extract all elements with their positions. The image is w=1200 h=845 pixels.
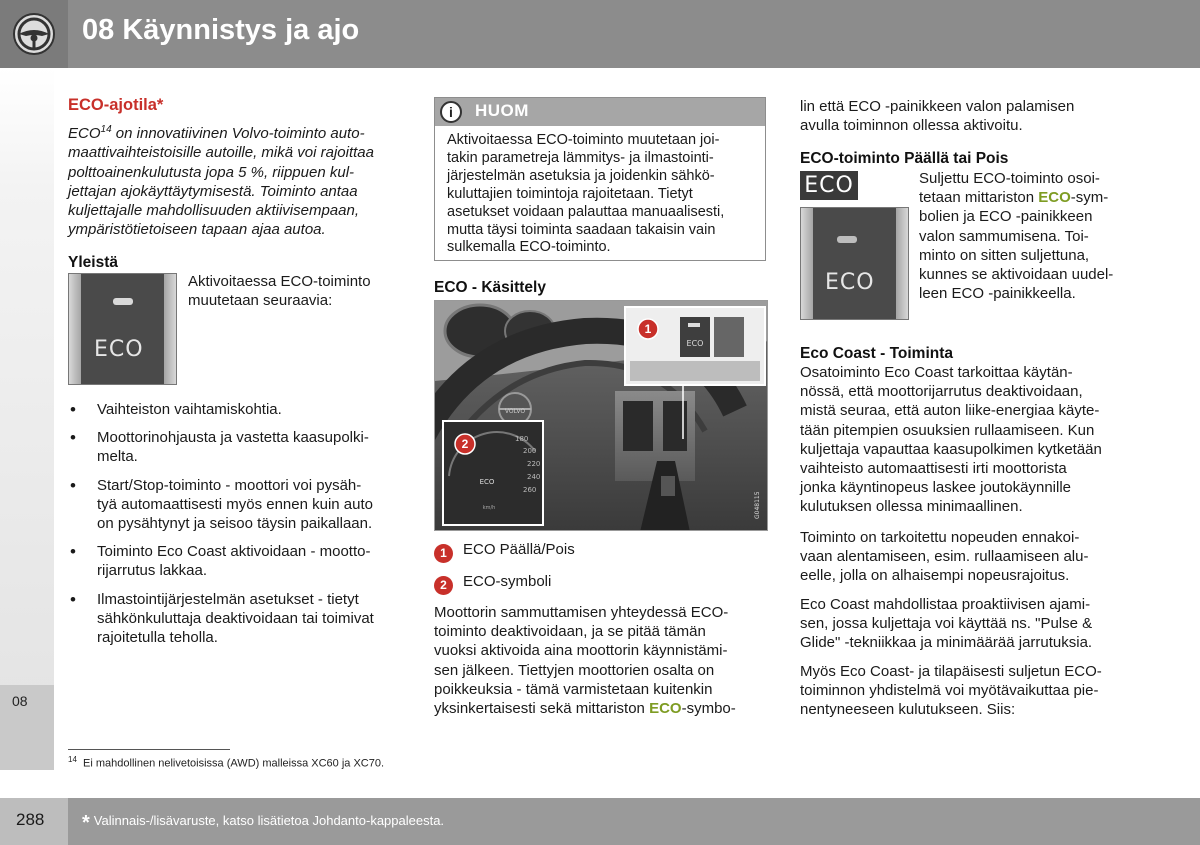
callout-1: 1 bbox=[644, 322, 652, 336]
legend-item-2: 2 ECO-symboli bbox=[434, 573, 551, 595]
note-box bbox=[434, 97, 766, 261]
general-intro: Aktivoitaessa ECO-toiminto muutetaan seuraavia: bbox=[188, 273, 371, 310]
speed-unit: km/h bbox=[482, 505, 496, 511]
intro-line: jettajan ajokäyttäytymisestä. Toiminto antaa bbox=[68, 182, 358, 200]
chapter-header bbox=[0, 0, 1200, 68]
eco-coast-paragraph-3: Eco Coast mahdollistaa proaktiivisen ajami- sen, jossa kuljettaja voi käyttää ns. "Pulse & Glide" -tekniikkaa ja minimäärää jarrutuksia. bbox=[800, 596, 1093, 652]
callout-2: 2 bbox=[461, 437, 469, 451]
callout-2-badge: 2 bbox=[434, 576, 453, 595]
eco-coast-paragraph-1: Osatoiminto Eco Coast tarkoittaa käytän- nössä, että moottorijarrutus deaktivoidaan, mistä seuraa, että auton liike-energiaa käyte- tään pitempien osuuksien rullaamiseen. Kun kuljettaja vapauttaa kaasupolkimen kytketään vaihteisto automaattisesti irti moottorista jonka käyntinopeus laskee joutokäynnille kulutuksen ollessa minimaallinen. bbox=[800, 364, 1102, 516]
column-1 bbox=[68, 96, 403, 239]
section-heading-eco-handling: ECO - Käsittely bbox=[434, 279, 546, 296]
volvo-logo: VOLVO bbox=[504, 408, 526, 415]
eco-indicator-light bbox=[113, 298, 133, 305]
footer-note: * Valinnais-/lisävaruste, katso lisätietoa Johdanto-kappaleesta. bbox=[82, 812, 445, 834]
info-icon: i bbox=[440, 101, 462, 123]
image-code: G048115 bbox=[754, 491, 761, 519]
intro-paragraph bbox=[68, 120, 403, 239]
sidebar-margin bbox=[0, 68, 54, 770]
footnote: $^{14}$ Ei mahdollinen nelivetoisissa (AWD) malleissa XC60 ja XC70. bbox=[68, 755, 385, 770]
note-title: HUOM bbox=[475, 101, 529, 120]
section-heading-eco-on-off: ECO-toiminto Päällä tai Pois bbox=[800, 150, 1009, 167]
svg-text:240: 240 bbox=[527, 473, 541, 481]
chapter-title: 08 Käynnistys ja ajo bbox=[82, 14, 360, 46]
svg-text:220: 220 bbox=[527, 460, 541, 468]
note-header bbox=[435, 98, 765, 126]
chapter-tab[interactable] bbox=[0, 685, 54, 770]
page-footer bbox=[0, 798, 1200, 845]
eco-changes-list bbox=[68, 400, 403, 656]
intro-line: ympäristötietoiseen tapaan ajaa autoa. bbox=[68, 221, 326, 239]
intro-line: kuljettajalle mahdollisuuden aktiivisempaan, bbox=[68, 202, 359, 220]
legend-item-1: 1 ECO Päällä/Pois bbox=[434, 541, 575, 563]
eco-indicator-light-off bbox=[837, 236, 857, 243]
continued-paragraph: lin että ECO -painikkeen valon palamisen avulla toiminnon ollessa aktivoitu. bbox=[800, 98, 1075, 135]
svg-text:200: 200 bbox=[523, 447, 537, 455]
svg-text:180: 180 bbox=[515, 435, 529, 443]
dashboard-illustration bbox=[435, 301, 768, 531]
optional-equipment-star: * bbox=[82, 812, 90, 834]
eco-button-image-off bbox=[800, 207, 909, 320]
subheading-general: Yleistä bbox=[68, 254, 118, 271]
inset-eco-button-text: ECO bbox=[686, 339, 704, 348]
svg-text:260: 260 bbox=[523, 486, 537, 494]
list-item: • Moottorinohjausta ja vastetta kaasupolki- melta. bbox=[68, 428, 403, 466]
eco-coast-paragraph-2: Toiminto on tarkoitettu nopeuden ennakoi- vaan alentamiseen, esim. rullaamiseen alu- eelle, jolla on alhaisempi nopeusrajoitus. bbox=[800, 529, 1089, 585]
eco-button-label-off: ECO bbox=[825, 270, 875, 295]
engine-stop-paragraph: Moottorin sammuttamisen yhteydessä ECO- toiminto deaktivoidaan, ja se pitää tämän vuoksi aktivoida aina moottorin käynnistämi- sen jälkeen. Tiettyjen moottorien osalta on poikkeuksia - tämä varmistetaan kuitenkin yksinkertaisesti sekä mittariston ECO-symbo- bbox=[434, 604, 736, 718]
dashboard-photo bbox=[434, 300, 768, 531]
section-heading-eco-coast: Eco Coast - Toiminta bbox=[800, 345, 954, 362]
page-number-box bbox=[0, 798, 68, 845]
eco-symbol-in-cluster: ECO bbox=[479, 478, 495, 486]
list-item: • Vaihteiston vaihtamiskohtia. bbox=[68, 400, 403, 419]
page-number: 288 bbox=[16, 810, 45, 829]
footnote-rule bbox=[68, 749, 230, 750]
callout-1-badge: 1 bbox=[434, 544, 453, 563]
eco-button-image bbox=[68, 273, 177, 385]
eco-button-label: ECO bbox=[94, 337, 144, 362]
eco-inline-label: ECO bbox=[649, 700, 682, 718]
header-icon-box bbox=[0, 0, 68, 68]
list-item: • Start/Stop-toiminto - moottori voi pysäh- tyä automaattisesti myös ennen kuin auto on pysähtynyt ja seisoo täysin paikallaan. bbox=[68, 476, 403, 534]
eco-coast-paragraph-4: Myös Eco Coast- ja tilapäisesti suljetun ECO- toiminnon yhdistelmä voi myötävaikuttaa pie- nentyneeseen kulutukseen. Siis: bbox=[800, 663, 1102, 719]
intro-line: maattivaihteistoisille autoille, mikä voi rajoittaa bbox=[68, 144, 374, 162]
chapter-tab-label: 08 bbox=[12, 693, 28, 709]
list-item: • Toiminto Eco Coast aktivoidaan - mootto- rijarrutus lakkaa. bbox=[68, 542, 403, 580]
eco-off-paragraph: Suljettu ECO-toiminto osoi- tetaan mittariston ECO-sym- bolien ja ECO -painikkeen valon sammumisena. Toi- minto on sitten suljettuna, kunnes se aktivoidaan uudel- leen ECO -painikkeella. bbox=[919, 170, 1114, 303]
steering-wheel-icon bbox=[12, 12, 56, 56]
list-item: • Ilmastointijärjestelmän asetukset - tietyt sähkönkuluttaja deaktivoidaan tai toimivat rajoitetulla teholla. bbox=[68, 590, 403, 648]
footnote-ref: 14 bbox=[100, 124, 112, 136]
note-text: Aktivoitaessa ECO-toiminto muutetaan joi- takin parametreja lämmitys- ja ilmastointi- järjestelmän asetuksia ja joidenkin sähkö- kuluttajien toimintoja rajoitetaan. Tietyt asetukset voidaan palauttaa manuaalisesti, mutta täysi toiminta saadaan takaisin vain sulkemalla ECO-toiminto. bbox=[447, 132, 725, 256]
eco-symbol-icon: ECO bbox=[800, 171, 858, 200]
intro-line: polttoainenkulutusta jopa 5 %, riippuen kul- bbox=[68, 163, 355, 181]
section-heading-eco-mode: ECO-ajotila* bbox=[68, 96, 164, 114]
intro-line: ECO$^{14}$ on innovatiivinen Volvo-toiminto auto- bbox=[68, 124, 365, 143]
eco-inline-label: ECO bbox=[1038, 189, 1071, 207]
